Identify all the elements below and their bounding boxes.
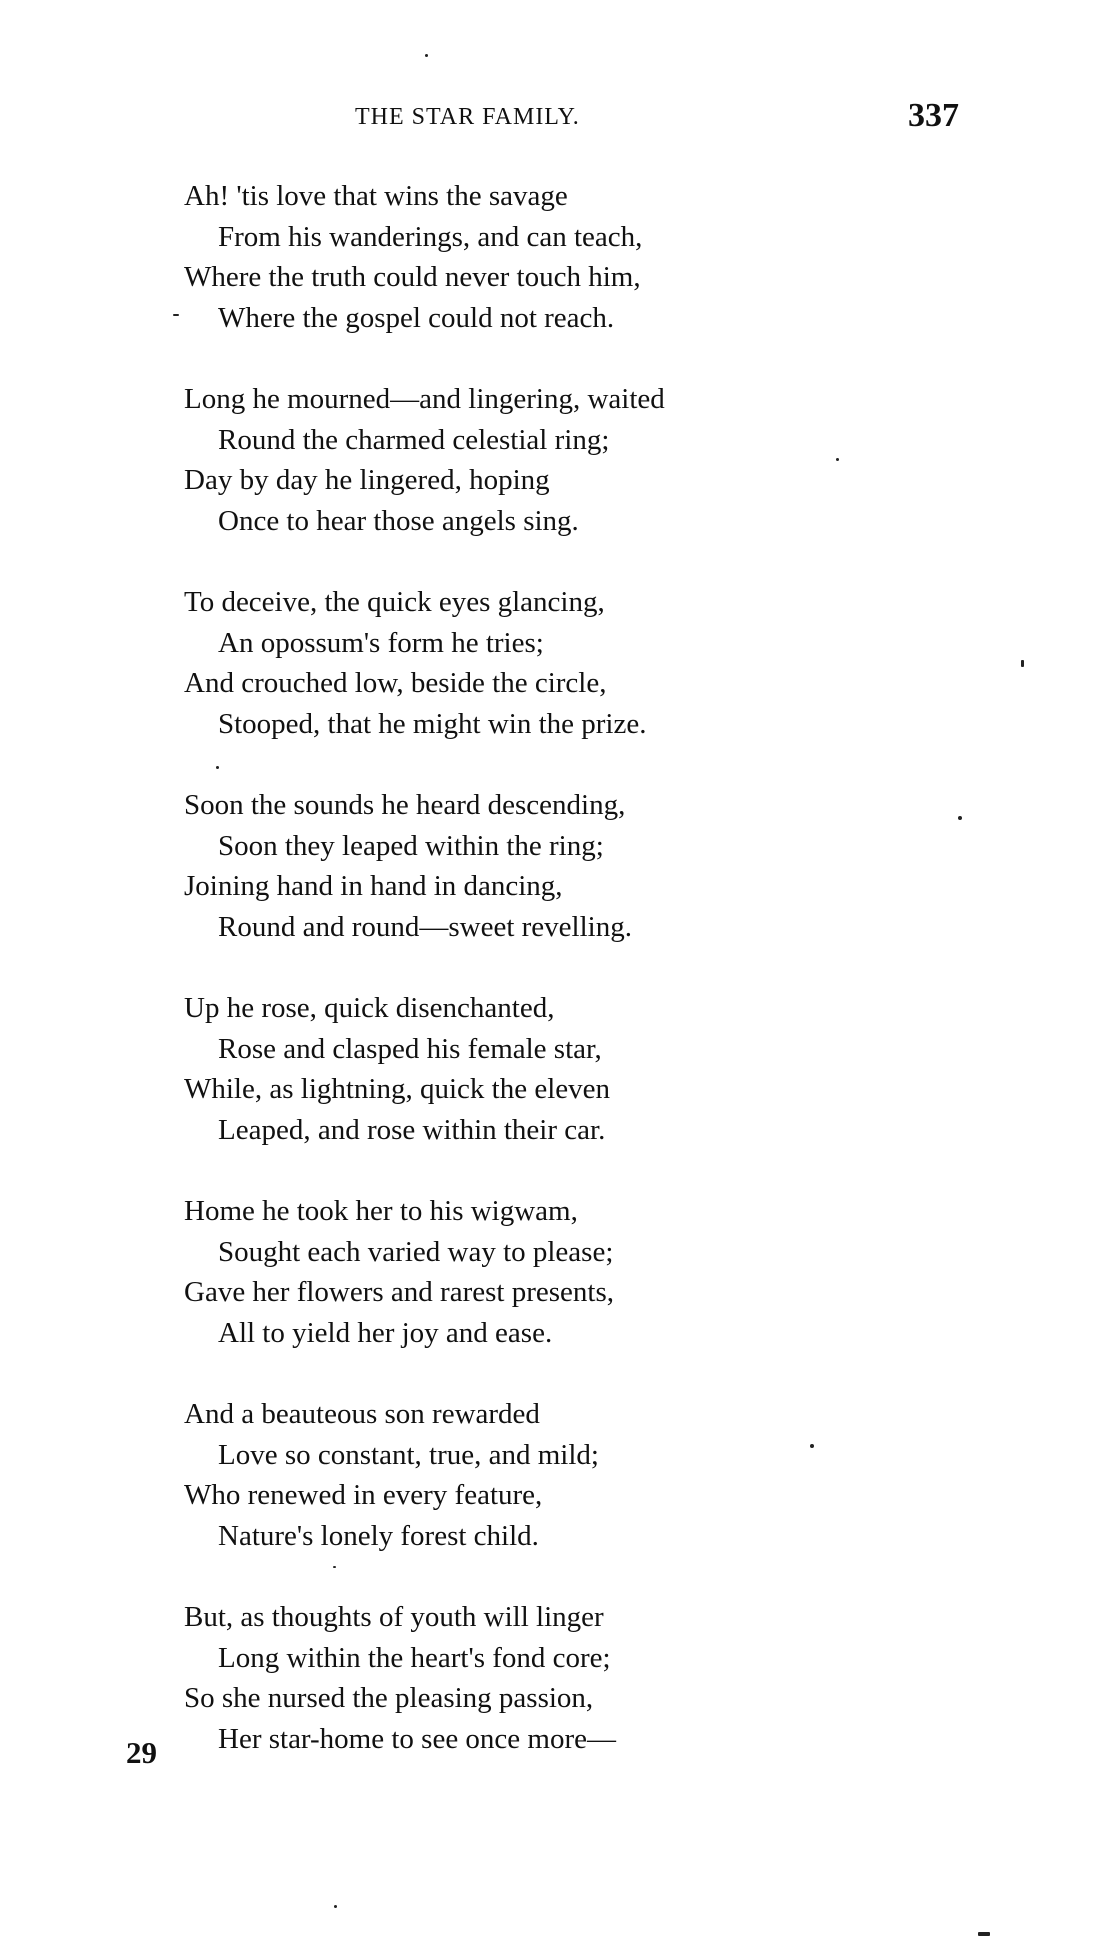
poem-line: Her star-home to see once more— xyxy=(218,1722,617,1755)
poem-line: Nature's lonely forest child. xyxy=(218,1519,539,1552)
ink-speck xyxy=(216,766,219,769)
stanza-8 xyxy=(184,1597,884,1759)
poem-line: All to yield her joy and ease. xyxy=(218,1316,553,1349)
poem-line: From his wanderings, and can teach, xyxy=(218,220,643,253)
stanza-2 xyxy=(184,379,884,541)
poem-line: Once to hear those angels sing. xyxy=(218,504,579,537)
poem-line: Who renewed in every feature, xyxy=(184,1479,543,1511)
page-number: 337 xyxy=(908,97,959,134)
stanza-4 xyxy=(184,785,884,947)
poem-line: Day by day he lingered, hoping xyxy=(184,464,550,496)
poem-line: Soon they leaped within the ring; xyxy=(218,829,604,862)
poem-line: Round the charmed celestial ring; xyxy=(218,423,610,456)
poem-line: So she nursed the pleasing passion, xyxy=(184,1682,594,1714)
ink-speck xyxy=(836,458,839,461)
ink-speck xyxy=(334,1905,337,1908)
ink-speck xyxy=(173,314,179,316)
stanza-3 xyxy=(184,582,884,744)
ink-speck xyxy=(958,816,962,820)
poem-line: Joining hand in hand in dancing, xyxy=(184,870,563,902)
poem-line: Home he took her to his wigwam, xyxy=(184,1195,578,1227)
ink-speck xyxy=(810,1444,814,1448)
poem-line: Soon the sounds he heard descending, xyxy=(184,789,626,821)
poem-line: Rose and clasped his female star, xyxy=(218,1032,602,1065)
poem-line: Gave her flowers and rarest presents, xyxy=(184,1276,614,1308)
poem-line: Leaped, and rose within their car. xyxy=(218,1113,606,1146)
signature-mark: 29 xyxy=(126,1735,157,1770)
poem-line: Where the truth could never touch him, xyxy=(184,261,641,293)
poem-line: Where the gospel could not reach. xyxy=(218,301,615,334)
poem-line: But, as thoughts of youth will linger xyxy=(184,1601,604,1633)
ink-speck xyxy=(978,1932,990,1936)
poem-line: While, as lightning, quick the eleven xyxy=(184,1073,611,1105)
poem-line: Long he mourned—and lingering, waited xyxy=(184,383,665,415)
poem-line: Love so constant, true, and mild; xyxy=(218,1438,599,1471)
poem-line: Round and round—sweet revelling. xyxy=(218,910,632,943)
poem-line: And a beauteous son rewarded xyxy=(184,1398,540,1430)
poem-line: Ah! 'tis love that wins the savage xyxy=(184,180,568,212)
poem-line: Long within the heart's fond core; xyxy=(218,1641,611,1674)
poem xyxy=(184,176,884,1800)
running-title: THE STAR FAMILY. xyxy=(355,104,580,130)
poem-line: Stooped, that he might win the prize. xyxy=(218,707,647,740)
poem-line: To deceive, the quick eyes glancing, xyxy=(184,586,605,618)
stanza-5 xyxy=(184,988,884,1150)
poem-line: And crouched low, beside the circle, xyxy=(184,667,607,699)
stanza-1 xyxy=(184,176,884,338)
poem-line: An opossum's form he tries; xyxy=(218,626,544,659)
poem-line: Up he rose, quick disenchanted, xyxy=(184,992,555,1024)
ink-speck xyxy=(425,54,428,57)
poem-line: Sought each varied way to please; xyxy=(218,1235,614,1268)
ink-speck xyxy=(1021,660,1024,667)
stanza-6 xyxy=(184,1191,884,1353)
stanza-7 xyxy=(184,1394,884,1556)
ink-speck xyxy=(333,1566,336,1568)
